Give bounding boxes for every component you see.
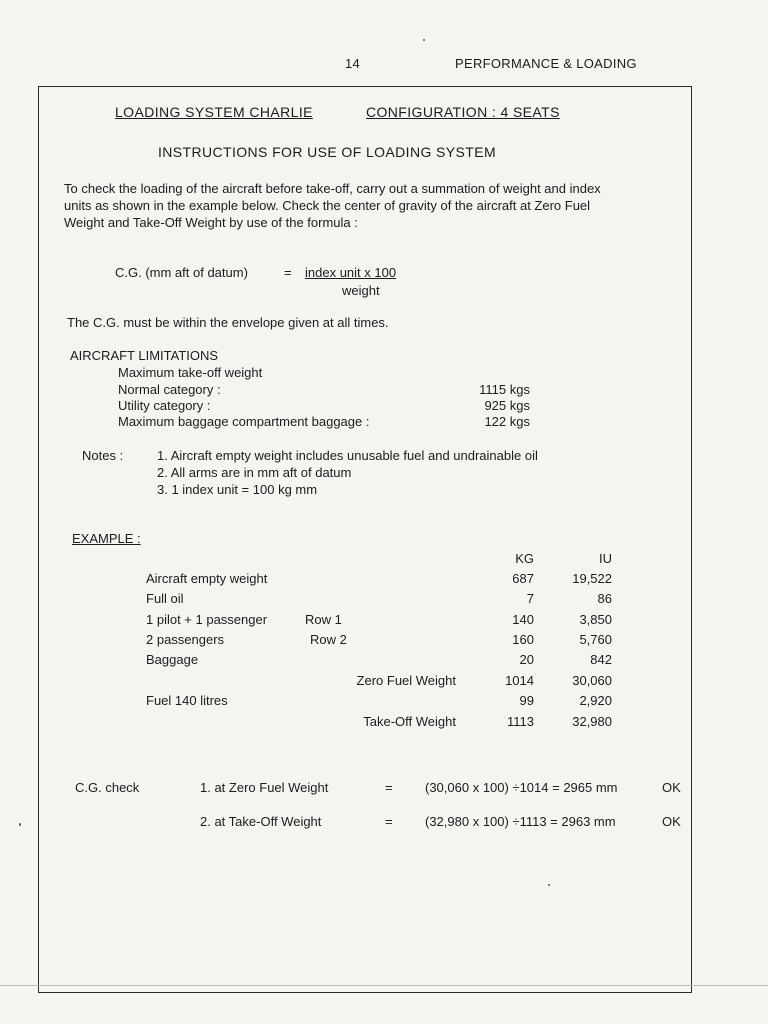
cg-check-label: C.G. check xyxy=(75,780,140,795)
limit-value: 1115 kgs xyxy=(479,382,530,397)
example-kg: 1113 xyxy=(507,714,534,729)
formula-numerator: index unit x 100 xyxy=(305,265,397,280)
limit-value: 122 kgs xyxy=(484,414,530,429)
limit-value: 925 kgs xyxy=(484,398,530,413)
example-kg: 687 xyxy=(512,571,534,586)
page-number: 14 xyxy=(345,56,361,71)
example-kg: 160 xyxy=(512,632,534,647)
formula-equals: = xyxy=(284,265,292,280)
example-iu: 842 xyxy=(590,652,612,667)
example-iu: 32,980 xyxy=(572,714,612,729)
section-title: PERFORMANCE & LOADING xyxy=(455,56,637,71)
limit-label: Utility category : xyxy=(118,398,211,413)
example-label: Baggage xyxy=(146,652,199,667)
notes-label: Notes : xyxy=(82,448,124,463)
cg-check-ok: OK xyxy=(662,814,681,829)
example-label: 2 passengers xyxy=(146,632,225,647)
envelope-note: The C.G. must be within the envelope given at all times. xyxy=(67,315,389,330)
example-kg: 99 xyxy=(519,693,534,708)
note-item: 3. 1 index unit = 100 kg mm xyxy=(157,482,318,497)
limit-label: Normal category : xyxy=(118,382,221,397)
cg-check-equals: = xyxy=(385,780,393,795)
example-row: Row 1 xyxy=(305,612,342,627)
example-kg: 7 xyxy=(526,591,534,606)
note-item: 1. Aircraft empty weight includes unusable fuel and undrainable oil xyxy=(157,448,538,463)
example-label: 1 pilot + 1 passenger xyxy=(146,612,268,627)
example-iu: 30,060 xyxy=(572,673,612,688)
example-kg: 20 xyxy=(519,652,534,667)
example-row: Row 2 xyxy=(310,632,347,647)
intro-paragraph: To check the loading of the aircraft before take-off, carry out a summation of weight and index units as shown in the example below. Check the center of gravity of the aircraft at Zero Fuel Weight and Take-Off Weight by use of the formula : xyxy=(64,181,601,230)
example-kg: 140 xyxy=(512,612,534,627)
example-iu: 3,850 xyxy=(579,612,612,627)
title-config: CONFIGURATION : 4 SEATS xyxy=(366,104,560,120)
limitations-heading: AIRCRAFT LIMITATIONS xyxy=(70,348,219,363)
scan-edge-line xyxy=(0,985,768,986)
example-iu: 5,760 xyxy=(579,632,612,647)
cg-check-case: 1. at Zero Fuel Weight xyxy=(200,780,329,795)
cg-check-equals: = xyxy=(385,814,393,829)
example-iu: 86 xyxy=(597,591,612,606)
subtitle: INSTRUCTIONS FOR USE OF LOADING SYSTEM xyxy=(158,144,497,160)
limit-label: Maximum baggage compartment baggage : xyxy=(118,414,370,429)
formula-lhs: C.G. (mm aft of datum) xyxy=(115,265,248,280)
example-heading: EXAMPLE : xyxy=(72,531,141,546)
cg-check-calc: (32,980 x 100) ÷1113 = 2963 mm xyxy=(425,814,616,829)
example-iu: 2,920 xyxy=(579,693,612,708)
example-total-label: Take-Off Weight xyxy=(363,714,456,729)
limitations-sub: Maximum take-off weight xyxy=(118,365,263,380)
example-label: Full oil xyxy=(146,591,184,606)
col-header-iu: IU xyxy=(599,551,612,566)
title-system: LOADING SYSTEM CHARLIE xyxy=(115,104,313,120)
example-label: Aircraft empty weight xyxy=(146,571,268,586)
formula-denominator: weight xyxy=(342,283,380,298)
cg-check-case: 2. at Take-Off Weight xyxy=(200,814,322,829)
note-item: 2. All arms are in mm aft of datum xyxy=(157,465,352,480)
example-label: Fuel 140 litres xyxy=(146,693,228,708)
example-subtotal-label: Zero Fuel Weight xyxy=(356,673,456,688)
scan-speck xyxy=(423,39,425,41)
scan-speck xyxy=(548,884,550,886)
col-header-kg: KG xyxy=(515,551,534,566)
cg-check-ok: OK xyxy=(662,780,681,795)
scan-speck xyxy=(19,823,21,826)
example-iu: 19,522 xyxy=(572,571,612,586)
example-kg: 1014 xyxy=(505,673,534,688)
cg-check-calc: (30,060 x 100) ÷1014 = 2965 mm xyxy=(425,780,618,795)
